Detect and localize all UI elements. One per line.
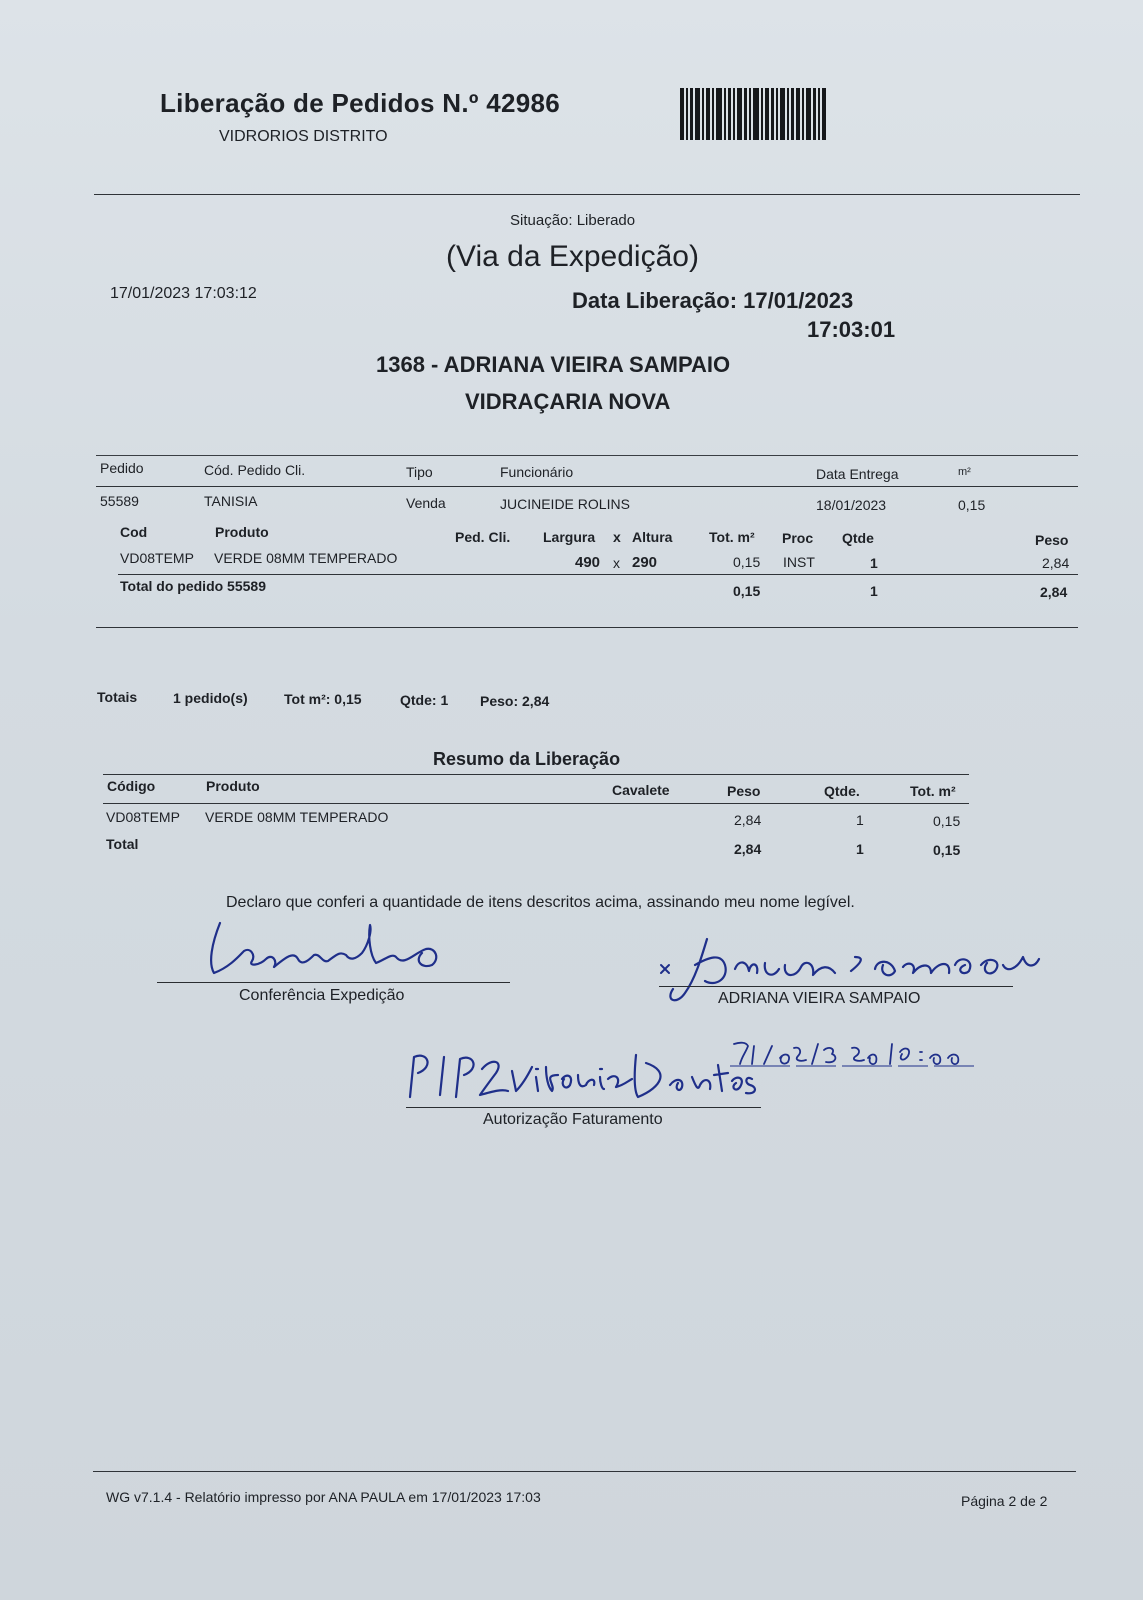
totais-pedidos: 1 pedido(s) [173, 690, 248, 706]
item-header-ped-cli: Ped. Cli. [455, 529, 511, 545]
totais-qtde: Qtde: 1 [400, 692, 449, 708]
col-header-funcionario: Funcionário [500, 464, 574, 480]
col-header-data-entrega: Data Entrega [816, 466, 899, 482]
order-total-label: Total do pedido 55589 [120, 578, 266, 594]
header-divider [94, 194, 1080, 195]
handwritten-date [728, 1038, 978, 1072]
col-header-cod-pedido-cli: Cód. Pedido Cli. [204, 462, 306, 478]
resumo-row-qtde: 1 [856, 812, 864, 828]
resumo-total-tot-m2: 0,15 [933, 842, 961, 858]
resumo-row-peso: 2,84 [734, 812, 762, 828]
client-signature-label: ADRIANA VIEIRA SAMPAIO [718, 990, 921, 1007]
faturamento-signature-line [406, 1107, 761, 1108]
item-header-produto: Produto [215, 524, 269, 540]
row-cod-pedido-cli: TANISIA [204, 493, 258, 509]
resumo-title: Resumo da Liberação [433, 749, 621, 769]
resumo-top-rule [103, 774, 969, 775]
data-liberacao: Data Liberação: 17/01/2023 [572, 288, 854, 313]
resumo-row-codigo: VD08TEMP [106, 809, 180, 825]
company-name: VIDRORIOS DISTRITO [219, 128, 388, 145]
resumo-header-produto: Produto [206, 778, 260, 794]
item-qtde: 1 [870, 555, 878, 571]
item-produto: VERDE 08MM TEMPERADO [214, 550, 398, 566]
item-largura: 490 [575, 554, 601, 571]
item-proc: INST [783, 554, 815, 570]
order-table-bottom-rule [96, 627, 1078, 628]
declaration-text: Declaro que conferi a quantidade de itens descritos acima, assinando meu nome legível. [226, 894, 855, 911]
resumo-row-produto: VERDE 08MM TEMPERADO [205, 809, 389, 825]
col-header-tipo: Tipo [406, 464, 433, 480]
row-m2: 0,15 [958, 497, 986, 513]
resumo-total-label: Total [106, 836, 139, 852]
item-header-cod: Cod [120, 524, 148, 540]
order-total-qtde: 1 [870, 583, 878, 599]
item-peso: 2,84 [1042, 555, 1070, 571]
resumo-header-qtde: Qtde. [824, 783, 860, 799]
item-header-peso: Peso [1035, 532, 1069, 548]
faturamento-label: Autorização Faturamento [483, 1111, 663, 1128]
item-tot-m2: 0,15 [733, 554, 761, 570]
col-header-pedido: Pedido [100, 460, 144, 476]
row-pedido: 55589 [100, 493, 139, 509]
row-funcionario: JUCINEIDE ROLINS [500, 496, 630, 512]
data-liberacao-time: 17:03:01 [807, 317, 896, 342]
totais-label: Totais [97, 689, 138, 705]
resumo-total-peso: 2,84 [734, 841, 762, 857]
item-cod: VD08TEMP [120, 550, 194, 566]
item-header-largura: Largura [543, 529, 596, 545]
order-header-rule [96, 486, 1078, 487]
item-x: x [613, 555, 620, 571]
printed-timestamp: 17/01/2023 17:03:12 [110, 285, 257, 302]
item-header-tot-m2: Tot. m² [709, 529, 755, 545]
faturamento-handwritten-signature [400, 1045, 770, 1115]
client-name: 1368 - ADRIANA VIEIRA SAMPAIO [376, 352, 731, 377]
totais-peso: Peso: 2,84 [480, 693, 550, 709]
resumo-header-codigo: Código [107, 778, 156, 794]
resumo-total-qtde: 1 [856, 841, 864, 857]
item-header-altura: Altura [632, 529, 673, 545]
item-total-rule [118, 574, 1078, 575]
document-title: Liberação de Pedidos N.º 42986 [160, 88, 560, 118]
item-altura: 290 [632, 554, 658, 571]
resumo-row-tot-m2: 0,15 [933, 813, 961, 829]
col-header-m2: m² [958, 466, 971, 478]
item-header-qtde: Qtde [842, 530, 874, 546]
footer-rule [93, 1471, 1076, 1472]
resumo-header-rule [103, 803, 969, 804]
footer-page-number: Página 2 de 2 [961, 1493, 1048, 1509]
status-situacao: Situação: Liberado [510, 212, 636, 229]
row-data-entrega: 18/01/2023 [816, 497, 887, 513]
item-header-proc: Proc [782, 530, 814, 546]
resumo-header-cavalete: Cavalete [612, 782, 670, 798]
footer-printed-by: WG v7.1.4 - Relatório impresso por ANA PAULA em 17/01/2023 17:03 [106, 1489, 541, 1505]
resumo-header-peso: Peso [727, 783, 761, 799]
barcode-icon [680, 88, 854, 140]
conferencia-label: Conferência Expedição [239, 987, 405, 1004]
order-table-top-rule [96, 455, 1078, 456]
resumo-header-tot-m2: Tot. m² [910, 783, 956, 799]
conferencia-handwritten-signature [200, 915, 460, 985]
totais-tot-m2: Tot m²: 0,15 [284, 691, 362, 707]
item-header-x: x [613, 529, 621, 545]
order-total-peso: 2,84 [1040, 584, 1068, 600]
client-signature-line [659, 986, 1013, 987]
row-tipo: Venda [406, 495, 446, 511]
conferencia-signature-line [157, 982, 510, 983]
order-total-tot-m2: 0,15 [733, 583, 761, 599]
via-label: (Via da Expedição) [446, 240, 699, 273]
client-company: VIDRAÇARIA NOVA [465, 389, 671, 414]
